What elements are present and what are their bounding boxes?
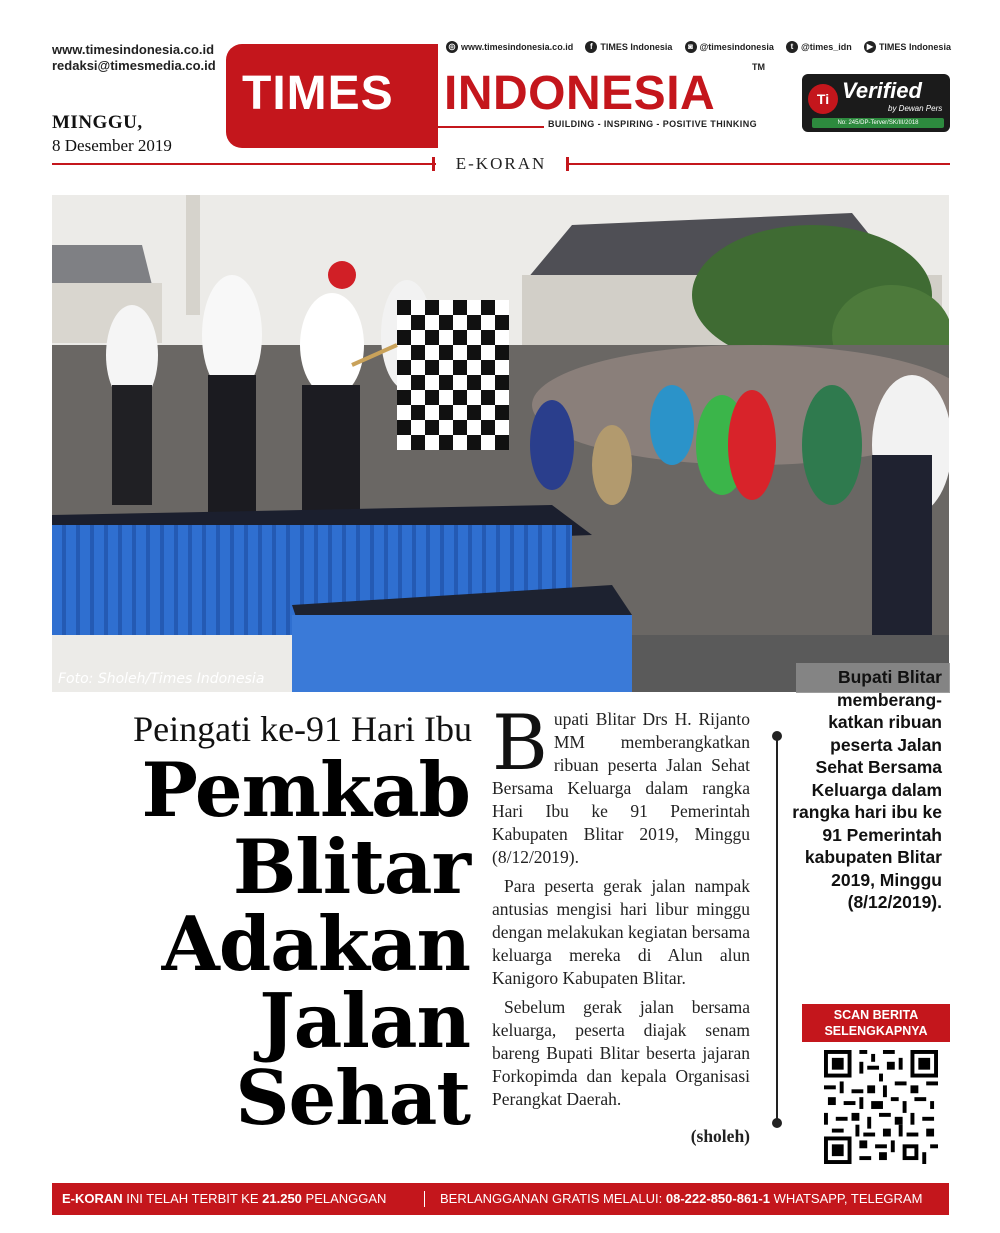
logo-trademark: TM: [752, 62, 765, 72]
qr-label-line: SELENGKAPNYA: [824, 1024, 928, 1038]
logo-indonesia: INDONESIA: [444, 67, 716, 120]
footer-channels: WHATSAPP, TELEGRAM: [773, 1191, 923, 1206]
footer-phone[interactable]: 08-222-850-861-1: [665, 1191, 770, 1206]
article-paragraph: [492, 698, 750, 869]
social-label: TIMES Indonesia: [878, 42, 951, 52]
social-label: @times_idn: [800, 42, 852, 52]
instagram-icon: ◙: [685, 41, 697, 53]
social-label: TIMES Indonesia: [600, 42, 673, 52]
qr-code[interactable]: [824, 1050, 938, 1164]
divider-dot: [772, 1118, 782, 1128]
photo-caption: Bupati Blitar memberang-katkan ribuan peserta Jalan Sehat Bersama Keluarga dalam rangka hari ibu ke 91 Pemerintah kabupaten Blitar 2019, Minggu (8/12/2019).: [792, 667, 942, 912]
verified-badge: [802, 74, 950, 132]
main-photo: [52, 195, 949, 692]
footer-count: 21.250: [262, 1191, 302, 1206]
column-divider: [776, 734, 778, 1124]
social-item-youtube[interactable]: [864, 41, 951, 53]
section-label: E-KORAN: [455, 154, 547, 173]
event-photo-illustration: [52, 195, 949, 692]
verified-by: by Dewan Pers: [888, 104, 943, 113]
issue-day: MINGGU,: [52, 112, 143, 133]
issue-date-text: 8 Desember 2019: [52, 136, 172, 155]
photo-credit: Foto: Sholeh/Times Indonesia: [58, 671, 265, 687]
qr-label: [802, 1004, 950, 1042]
header-rule-right: [566, 163, 950, 165]
social-item-twitter[interactable]: [786, 41, 852, 53]
article-body: [492, 698, 751, 1117]
social-item-facebook[interactable]: [585, 41, 672, 53]
footer-subscribers: [62, 1183, 386, 1215]
article-paragraph: Sebelum gerak jalan bersama keluarga, peserta diajak senam bareng Bupati Blitar beserta jajaran Forkopimda dan kepala Organisasi Perangkat Daerah.: [492, 997, 750, 1109]
logo-times: TIMES: [242, 67, 394, 120]
twitter-icon: t: [786, 41, 798, 53]
footer-subscribe-text: BERLANGGANAN GRATIS MELALUI:: [440, 1191, 663, 1206]
paragraph-text: upati Blitar Drs H. Rijanto MM memberangkatkan ribuan peserta Jalan Sehat Bersama Keluarga dalam rangka Hari Ibu ke 91 Pemerintah Kabupaten Blitar 2019, Minggu (8/12/2019).: [492, 709, 750, 867]
social-links: [446, 41, 951, 53]
ti-logo-icon: Ti: [808, 84, 838, 114]
footer-ekoran: E-KORAN: [62, 1191, 123, 1206]
contact-block: [52, 42, 216, 74]
verified-text: Verified: [842, 78, 922, 103]
email-link[interactable]: redaksi@timesmedia.co.id: [52, 58, 216, 73]
article-headline: Pemkab Blitar Adakan Jalan Sehat: [141, 746, 470, 1142]
qr-code-icon: [824, 1050, 938, 1164]
article-kicker: Peingati ke-91 Hari Ibu: [133, 709, 472, 749]
footer-subscribe: [440, 1183, 922, 1215]
divider-dot: [772, 731, 782, 741]
verified-number: No: 245/DP-Terver/SK/III/2018: [812, 118, 944, 128]
facebook-icon: f: [585, 41, 597, 53]
footer-separator: [424, 1191, 425, 1207]
logo-tagline: BUILDING - INSPIRING - POSITIVE THINKING: [548, 119, 758, 129]
globe-icon: ◎: [446, 41, 458, 53]
footer-banner: [52, 1183, 949, 1215]
qr-label-line: SCAN BERITA: [833, 1008, 919, 1022]
logo-underline: [436, 126, 544, 128]
drop-cap: B: [492, 698, 548, 787]
youtube-icon: ▶: [864, 41, 876, 53]
website-link[interactable]: www.timesindonesia.co.id: [52, 42, 215, 57]
header-rule-left: [52, 163, 436, 165]
header-rule-tick: [432, 157, 435, 171]
article-signoff: (sholeh): [690, 1126, 750, 1146]
article-paragraph: Para peserta gerak jalan nampak antusias mengisi hari libur minggu dengan melakukan kegiatan bersama keluarga mereka di Alun alun Kanigoro Kabupaten Blitar.: [492, 876, 751, 988]
footer-text: INI TELAH TERBIT KE: [126, 1191, 259, 1206]
footer-text: PELANGGAN: [305, 1191, 387, 1206]
social-item-instagram[interactable]: [685, 41, 774, 53]
issue-date: [52, 112, 172, 156]
social-label: @timesindonesia: [699, 42, 774, 52]
social-item-web[interactable]: [446, 41, 573, 53]
social-label: www.timesindonesia.co.id: [461, 42, 574, 52]
